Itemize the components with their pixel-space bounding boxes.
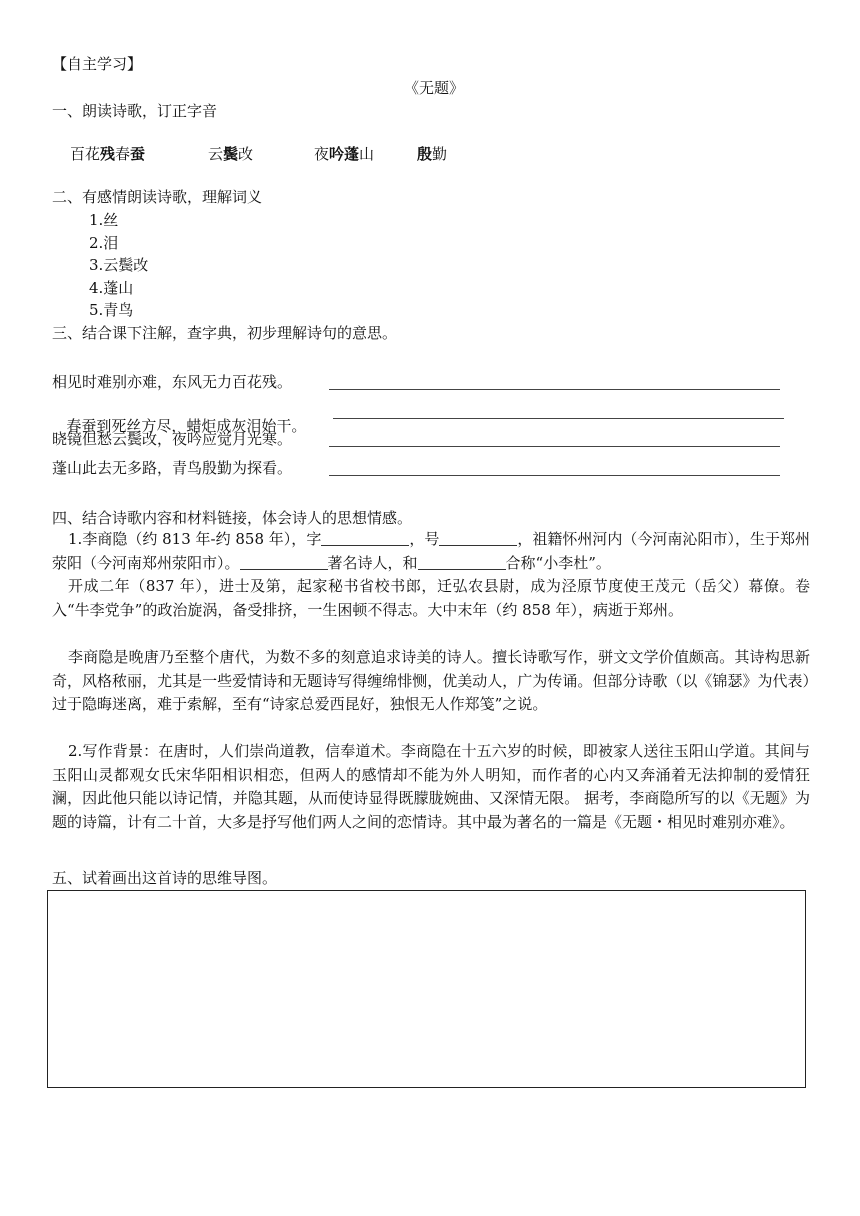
poem-line: 相见时难别亦难，东风无力百花残。 [52, 373, 293, 391]
answer-line[interactable] [333, 404, 784, 419]
bio-text: 合称“小李杜”。 [505, 553, 611, 572]
fill-blank-poet[interactable] [418, 555, 506, 570]
section-3-heading: 三、结合课下注解，查字典，初步理解诗句的意思。 [52, 324, 398, 342]
pronunciation-group-4 [417, 147, 447, 162]
section-4-heading: 四、结合诗歌内容和材料链接，体会诗人的思想情感。 [52, 509, 413, 527]
bio-text: ，号 [409, 530, 440, 548]
answer-line[interactable] [329, 375, 780, 390]
section-5-heading: 五、试着画出这首诗的思维导图。 [52, 869, 278, 887]
bio-text: ，祖籍怀州河内（今河南沁阳市），生于郑州荥阳（今河南郑州荥阳市）。 [52, 530, 810, 572]
background-paragraph: 2.写作背景：在唐时，人们崇尚道教，信奉道术。李商隐在十五六岁的时候，即被家人送往玉阳山学道。其间与玉阳山灵都观女氏宋华阳相识相恋，但两人的感情却不能为外人明知，而作者的心内又奔涌着无法抑制的爱情狂澜，因此他只能以诗记情，并隐其题，从而使诗显得既朦胧婉曲、又深情无限。 据考，李商隐所写的以《无题》为题的诗篇，计有二十首，大多是抒写他们两人之间的恋情诗。其中最为著名的一篇是《无题・相见时难别亦难》。 [52, 742, 810, 831]
vocab-item: 3.云鬓改 [89, 256, 149, 274]
word-segment: 改 [238, 145, 254, 163]
emphasized-char: 蚕 [130, 145, 146, 163]
pronunciation-group-2 [208, 147, 253, 162]
style-paragraph: 李商隐是晚唐乃至整个唐代，为数不多的刻意追求诗美的诗人。擅长诗歌写作，骈文文学价值颇高。其诗构思新奇，风格秾丽，尤其是一些爱情诗和无题诗写得缠绵悱恻，优美动人，广为传诵。但部分诗歌（以《锦瑟》为代表）过于隐晦迷离，难于索解，至有“诗家总爱西昆好，独恨无人作郑笺”之说。 [52, 648, 810, 713]
vocab-item: 2.泪 [89, 234, 119, 252]
emphasized-char: 吟蓬 [329, 145, 360, 163]
fill-blank-art-name[interactable] [439, 531, 517, 546]
word-segment: 云 [208, 145, 224, 163]
answer-line[interactable] [329, 461, 780, 476]
bio-text: 著名诗人，和 [327, 553, 418, 572]
poem-title: 《无题》 [404, 79, 465, 97]
career-paragraph: 开成二年（837 年），进士及第，起家秘书省校书郎，迁弘农县尉，成为泾原节度使王茂元（岳父）幕僚。卷入“牛李党争”的政治旋涡，备受排挤，一生困顿不得志。大中末年（约 858 年），病逝于郑州。 [52, 577, 810, 619]
vocab-item: 4.蓬山 [89, 279, 134, 297]
word-segment: 山 [359, 145, 375, 163]
word-segment: 春 [115, 145, 131, 163]
poem-line-row [52, 375, 292, 390]
word-segment: 夜 [314, 145, 330, 163]
word-segment: 百花 [70, 145, 101, 163]
pronunciation-group-1 [70, 147, 145, 162]
poem-line: 春蚕到死丝方尽，蜡炬成灰泪始干。 [61, 417, 307, 435]
section-label: 【自主学习】 [52, 55, 143, 73]
poem-line: 晓镜但愁云鬓改，夜吟应觉月光寒。 [52, 430, 293, 448]
answer-line[interactable] [329, 432, 780, 447]
fill-blank-dynasty[interactable] [240, 555, 328, 570]
mind-map-drawing-area[interactable] [47, 890, 806, 1088]
fill-blank-courtesy-name[interactable] [321, 531, 409, 546]
emphasized-char: 殷 [417, 145, 433, 163]
emphasized-char: 鬓 [223, 145, 239, 163]
bio-text: 1.李商隐（约 813 年-约 858 年），字 [68, 530, 322, 548]
emphasized-char: 残 [100, 145, 116, 163]
word-segment: 勤 [432, 145, 448, 163]
vocab-item: 5.青鸟 [89, 301, 134, 319]
poem-line: 蓬山此去无多路，青鸟殷勤为探看。 [52, 459, 293, 477]
section-2-heading: 二、有感情朗读诗歌，理解词义 [52, 188, 263, 206]
section-1-heading: 一、朗读诗歌，订正字音 [52, 102, 218, 120]
vocab-item: 1.丝 [89, 211, 119, 229]
pronunciation-group-3 [314, 147, 374, 162]
bio-paragraph [52, 528, 810, 575]
poem-line-row [52, 461, 292, 476]
poem-line-row [52, 432, 292, 447]
